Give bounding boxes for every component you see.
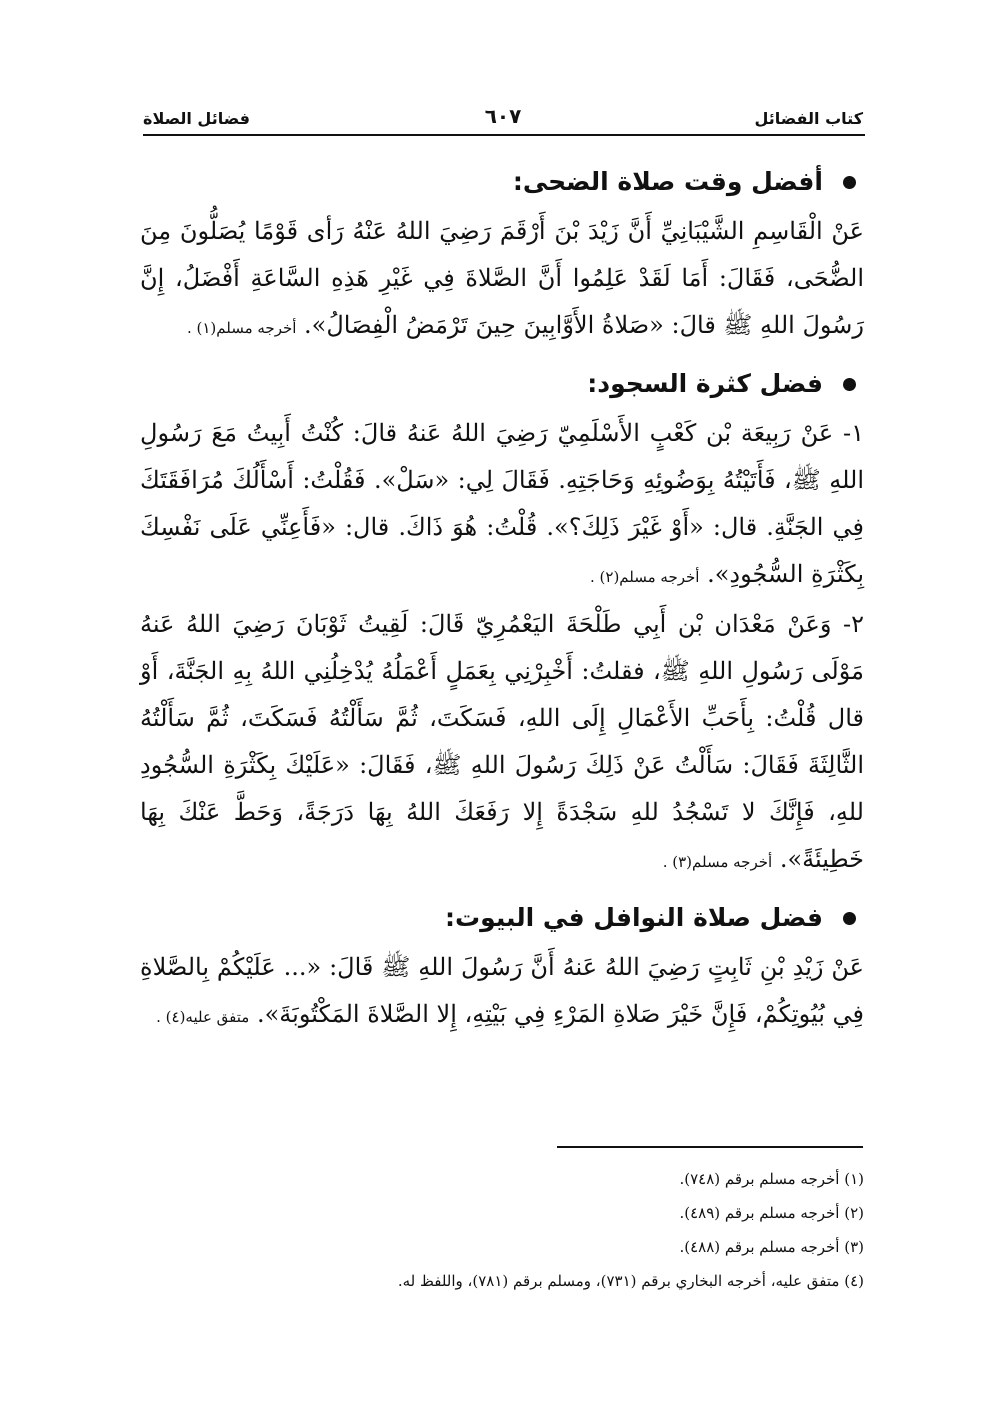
hadith-text: عَنْ زَيْدِ بْنِ ثَابِتٍ رَضِيَ اللهُ عَنهُ أَنَّ رَسُولَ اللهِ ﷺ قَالَ: «... عَلَيْكُمْ بِالصَّلاةِ فِي بُيُوتِكُمْ، فَإِنَّ خَيْرَ صَلاةِ المَرْءِ فِي بَيْتِهِ، إِلا الصَّلاةَ المَكْتُوبَةَ». bbox=[140, 953, 864, 1028]
page-number: ٦٠٧ bbox=[484, 104, 522, 128]
section-sujood bbox=[140, 362, 864, 886]
footnote-item: (٢) أخرجه مسلم برقم (٤٨٩). bbox=[679, 1204, 864, 1222]
section-duha-time bbox=[140, 160, 864, 352]
hadith-source: أخرجه مسلم(٢) . bbox=[589, 568, 700, 586]
bullet-icon bbox=[843, 378, 856, 391]
section-nawafil-home bbox=[140, 896, 864, 1041]
footnotes bbox=[140, 1162, 864, 1298]
hadith-source: أخرجه مسلم(١) . bbox=[186, 319, 297, 337]
bullet-icon bbox=[843, 912, 856, 925]
footnote-divider bbox=[557, 1146, 863, 1148]
section-heading bbox=[140, 362, 856, 406]
hadith-text: عَنْ الْقَاسِمِ الشَّيْبَانِيِّ أَنَّ زَيْدَ بْنَ أَرْقَمَ رَضِيَ اللهُ عَنْهُ رَأى قَوْمًا يُصَلُّونَ مِنَ الضُّحَى، فَقَالَ: أَمَا لَقَدْ عَلِمُوا أَنَّ الصَّلاةَ فِي غَيْرِ هَذِهِ السَّاعَةِ أَفْضَلُ، إِنَّ رَسُولَ اللهِ ﷺ قالَ: «صَلاةُ الأَوَّابِينَ حِينَ تَرْمَضُ الْفِصَالُ». bbox=[140, 217, 865, 339]
section-heading-text: فضل صلاة النوافل في البيوت: bbox=[445, 903, 823, 932]
header-divider bbox=[143, 134, 865, 136]
hadith-paragraph bbox=[140, 410, 864, 601]
section-heading-text: فضل كثرة السجود: bbox=[587, 369, 823, 398]
footnote-item: (٤) متفق عليه، أخرجه البخاري برقم (٧٣١)، ومسلم برقم (٧٨١)، واللفظ له. bbox=[397, 1272, 864, 1290]
footnote-item: (٣) أخرجه مسلم برقم (٤٨٨). bbox=[679, 1238, 864, 1256]
hadith-paragraph bbox=[140, 208, 864, 352]
main-content bbox=[140, 160, 864, 1051]
section-heading-text: أفضل وقت صلاة الضحى: bbox=[512, 167, 823, 196]
section-heading bbox=[140, 896, 856, 940]
running-header bbox=[143, 100, 863, 132]
header-chapter-title: فضائل الصلاة bbox=[143, 109, 250, 128]
hadith-source: متفق عليه(٤) . bbox=[156, 1008, 250, 1026]
footnote-item: (١) أخرجه مسلم برقم (٧٤٨). bbox=[679, 1170, 864, 1188]
bullet-icon bbox=[843, 176, 856, 189]
section-heading bbox=[140, 160, 856, 204]
hadith-paragraph bbox=[140, 944, 864, 1041]
hadith-text: ٢- وَعَنْ مَعْدَان بْن أَبِي طَلْحَةَ اليَعْمُرِيّ قَالَ: لَقِيتُ ثَوْبَانَ رَضِيَ اللهُ عَنهُ مَوْلَى رَسُولِ اللهِ ﷺ، فقلتُ: أَخْبِرْنِي بِعَمَلٍ أَعْمَلُهُ يُدْخِلُنِي اللهُ بِهِ الجَنَّةَ، أَوْ قال قُلْتُ: بِأَحَبِّ الأَعْمَالِ إِلَى اللهِ، فَسَكَتَ، ثُمَّ سَأَلْتُهُ فَسَكَتَ، ثُمَّ سَأَلْتُهُ الثَّالِثَةَ فَقَالَ: سَأَلْتُ عَنْ ذَلِكَ رَسُولَ اللهِ ﷺ، فَقَالَ: «عَلَيْكَ بِكَثْرَةِ السُّجُودِ للهِ، فَإِنَّكَ لا تَسْجُدُ للهِ سَجْدَةً إِلا رَفَعَكَ اللهُ بِهَا دَرَجَةً، وَحَطَّ عَنْكَ بِهَا خَطِيئَةً». bbox=[140, 610, 864, 873]
hadith-paragraph bbox=[140, 601, 864, 886]
hadith-text: ١- عَنْ رَبِيعَة بْن كَعْبٍ الأَسْلَمِيّ رَضِيَ اللهُ عَنهُ قالَ: كُنْتُ أَبِيتُ مَعَ رَسُولِ اللهِ ﷺ، فَأَتَيْتُهُ بِوَضُوئِهِ وَحَاجَتِهِ. فَقَالَ لِي: «سَلْ». فَقُلْتُ: أَسْأَلُكَ مُرَافَقَتَكَ فِي الجَنَّةِ. قال: «أَوْ غَيْرَ ذَلِكَ؟». قُلْتُ: هُوَ ذَاكَ. قال: «فَأَعِنِّي عَلَى نَفْسِكَ بِكَثْرَةِ السُّجُودِ». bbox=[140, 419, 864, 588]
hadith-source: أخرجه مسلم(٣) . bbox=[662, 853, 773, 871]
header-book-title: كتاب الفضائل bbox=[754, 109, 863, 128]
